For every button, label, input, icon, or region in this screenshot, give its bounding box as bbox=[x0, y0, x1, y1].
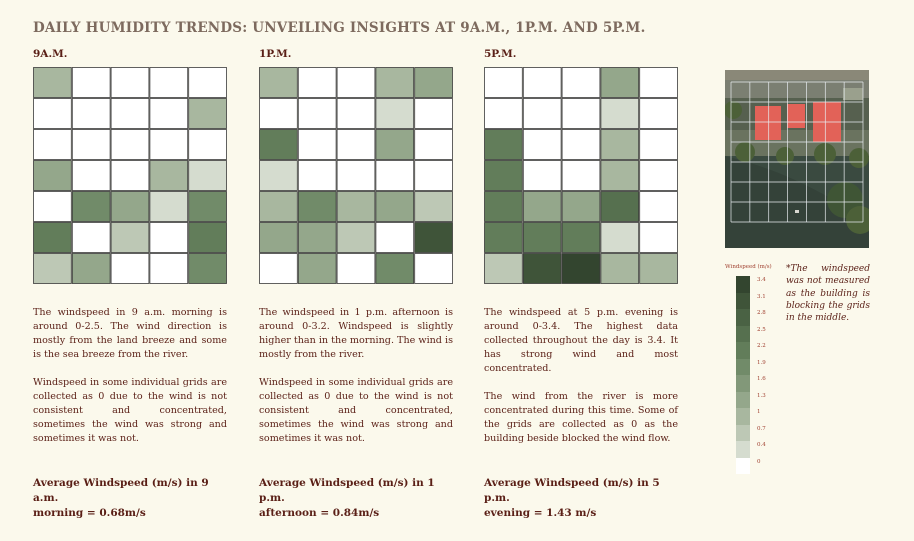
heatmap-cell bbox=[298, 192, 336, 222]
heatmap-cell bbox=[601, 99, 639, 129]
panel-label-1pm: 1P.M. bbox=[259, 48, 292, 60]
heatmap-cell bbox=[260, 161, 298, 191]
heatmap-cell bbox=[523, 130, 561, 160]
description-paragraph: The windspeed in 9 a.m. morning is around 0-2.5. The wind direction is mostly from the land breeze and some is the sea breeze from the river. bbox=[33, 307, 227, 360]
heatmap-cell bbox=[337, 130, 375, 160]
average-line: morning = 0.68m/s bbox=[33, 507, 146, 519]
heatmap-cell bbox=[298, 68, 336, 98]
legend-color-scale bbox=[736, 276, 750, 474]
heatmap-cell bbox=[601, 254, 639, 284]
heatmap-cell bbox=[562, 68, 600, 98]
heatmap-cell bbox=[34, 223, 72, 253]
heatmap-cell bbox=[72, 192, 110, 222]
heatmap-cell bbox=[415, 192, 453, 222]
heatmap-cell bbox=[376, 254, 414, 284]
heatmap-cell bbox=[376, 161, 414, 191]
heatmap-cell bbox=[640, 254, 678, 284]
heatmap-cell bbox=[337, 192, 375, 222]
heatmap-cell bbox=[111, 99, 149, 129]
heatmap-cell bbox=[111, 192, 149, 222]
legend-tick-label: 1.6 bbox=[757, 376, 766, 382]
legend-swatch bbox=[736, 375, 750, 392]
legend-tick-label: 2.5 bbox=[757, 326, 766, 333]
legend-tick-label: 3.4 bbox=[757, 277, 766, 283]
heatmap-cell bbox=[601, 192, 639, 222]
site-aerial-map bbox=[725, 70, 869, 248]
description-paragraph: Windspeed in some individual grids are collected as 0 due to the wind is not consistent and concentrated, sometimes the wind was strong and sometimes it was not. bbox=[33, 377, 227, 444]
heatmap-cell bbox=[298, 254, 336, 284]
heatmap-cell bbox=[485, 192, 523, 222]
heatmap-cell bbox=[189, 68, 227, 98]
legend-tick-label: 1.9 bbox=[757, 359, 766, 366]
heatmap-cell bbox=[523, 68, 561, 98]
heatmap-cell bbox=[189, 223, 227, 253]
heatmap-cell bbox=[150, 99, 188, 129]
legend-swatch bbox=[736, 359, 750, 376]
legend-swatch bbox=[736, 293, 750, 310]
heatmap-cell bbox=[298, 223, 336, 253]
heatmap-cell bbox=[34, 192, 72, 222]
heatmap-cell bbox=[189, 192, 227, 222]
heatmap-cell bbox=[260, 223, 298, 253]
heatmap-cell bbox=[111, 130, 149, 160]
heatmap-cell bbox=[337, 99, 375, 129]
heatmap-9am bbox=[33, 67, 227, 284]
heatmap-cell bbox=[298, 99, 336, 129]
heatmap-cell bbox=[260, 68, 298, 98]
heatmap-cell bbox=[562, 192, 600, 222]
heatmap-cell bbox=[34, 68, 72, 98]
heatmap-cell bbox=[601, 161, 639, 191]
legend-swatch bbox=[736, 392, 750, 409]
heatmap-cell bbox=[601, 223, 639, 253]
heatmap-1pm bbox=[259, 67, 453, 284]
average-9am bbox=[33, 476, 233, 521]
legend-tick-label: 3.1 bbox=[757, 293, 766, 300]
heatmap-cell bbox=[34, 130, 72, 160]
heatmap-cell bbox=[72, 254, 110, 284]
heatmap-cell bbox=[601, 68, 639, 98]
average-line: evening = 1.43 m/s bbox=[484, 507, 597, 519]
legend-swatch bbox=[736, 425, 750, 442]
average-line: afternoon = 0.84m/s bbox=[259, 507, 380, 519]
page-title: DAILY HUMIDITY TRENDS: UNVEILING INSIGHTS AT 9A.M., 1P.M. AND 5P.M. bbox=[33, 20, 646, 36]
heatmap-cell bbox=[640, 99, 678, 129]
heatmap-cell bbox=[111, 254, 149, 284]
heatmap-cell bbox=[34, 254, 72, 284]
heatmap-cell bbox=[415, 161, 453, 191]
legend-tick-label: 2.8 bbox=[757, 310, 766, 316]
heatmap-cell bbox=[376, 99, 414, 129]
description-paragraph: The windspeed in 1 p.m. afternoon is around 0-3.2. Windspeed is slightly higher than in the morning. The wind is mostly from the river. bbox=[259, 307, 453, 360]
heatmap-cell bbox=[640, 68, 678, 98]
heatmap-cell bbox=[562, 161, 600, 191]
heatmap-cell bbox=[523, 99, 561, 129]
heatmap-cell bbox=[189, 254, 227, 284]
average-1pm bbox=[259, 476, 459, 521]
heatmap-cell bbox=[34, 99, 72, 129]
heatmap-cell bbox=[111, 68, 149, 98]
average-line: Average Windspeed (m/s) in 1 p.m. bbox=[259, 477, 435, 504]
heatmap-cell bbox=[376, 130, 414, 160]
legend-swatch bbox=[736, 276, 750, 293]
heatmap-cell bbox=[111, 223, 149, 253]
heatmap-cell bbox=[415, 99, 453, 129]
heatmap-cell bbox=[337, 254, 375, 284]
legend-swatch bbox=[736, 458, 750, 475]
heatmap-cell bbox=[415, 254, 453, 284]
heatmap-cell bbox=[562, 130, 600, 160]
heatmap-cell bbox=[150, 130, 188, 160]
heatmap-cell bbox=[337, 161, 375, 191]
heatmap-5pm bbox=[484, 67, 678, 284]
heatmap-cell bbox=[562, 223, 600, 253]
heatmap-cell bbox=[260, 254, 298, 284]
legend-title: Windspeed (m/s) bbox=[725, 264, 772, 270]
note-text: *The windspeed was not measured as the building is blocking the grids in the middle. bbox=[786, 264, 870, 324]
heatmap-cell bbox=[523, 161, 561, 191]
heatmap-cell bbox=[72, 68, 110, 98]
description-5pm bbox=[484, 306, 678, 460]
legend-swatch bbox=[736, 342, 750, 359]
heatmap-cell bbox=[485, 68, 523, 98]
heatmap-cell bbox=[111, 161, 149, 191]
heatmap-cell bbox=[72, 130, 110, 160]
heatmap-cell bbox=[298, 161, 336, 191]
heatmap-cell bbox=[485, 254, 523, 284]
heatmap-cell bbox=[189, 99, 227, 129]
heatmap-cell bbox=[640, 223, 678, 253]
legend-tick-label: 0.7 bbox=[757, 425, 766, 432]
heatmap-cell bbox=[260, 130, 298, 160]
heatmap-cell bbox=[415, 130, 453, 160]
heatmap-cell bbox=[376, 192, 414, 222]
heatmap-cell bbox=[562, 254, 600, 284]
heatmap-cell bbox=[337, 223, 375, 253]
heatmap-cell bbox=[523, 192, 561, 222]
average-line: Average Windspeed (m/s) in 5 p.m. bbox=[484, 477, 660, 504]
legend-tick-label: 2.2 bbox=[757, 343, 766, 349]
heatmap-cell bbox=[72, 161, 110, 191]
legend-tick-label: 0 bbox=[757, 458, 761, 465]
heatmap-cell bbox=[523, 223, 561, 253]
description-9am bbox=[33, 306, 227, 460]
heatmap-cell bbox=[150, 68, 188, 98]
heatmap-cell bbox=[485, 130, 523, 160]
heatmap-cell bbox=[150, 223, 188, 253]
heatmap-cell bbox=[640, 192, 678, 222]
heatmap-cell bbox=[260, 192, 298, 222]
description-paragraph: The windspeed at 5 p.m. evening is around 0-3.4. The highest data collected throughout the day is 3.4. It has strong wind and most concentrated. bbox=[484, 307, 678, 374]
heatmap-cell bbox=[189, 161, 227, 191]
heatmap-cell bbox=[415, 223, 453, 253]
heatmap-cell bbox=[485, 223, 523, 253]
heatmap-cell bbox=[376, 68, 414, 98]
legend-tick-label: 0.4 bbox=[757, 442, 766, 448]
heatmap-cell bbox=[189, 130, 227, 160]
heatmap-cell bbox=[260, 99, 298, 129]
legend-tick-label: 1.3 bbox=[757, 392, 766, 399]
heatmap-cell bbox=[337, 68, 375, 98]
heatmap-cell bbox=[485, 161, 523, 191]
heatmap-cell bbox=[72, 223, 110, 253]
description-paragraph: The wind from the river is more concentrated during this time. Some of the grids are collected as 0 as the building beside blocked the wind flow. bbox=[484, 391, 678, 444]
description-1pm bbox=[259, 306, 453, 460]
heatmap-cell bbox=[562, 99, 600, 129]
average-line: Average Windspeed (m/s) in 9 a.m. bbox=[33, 477, 209, 504]
heatmap-cell bbox=[640, 161, 678, 191]
heatmap-cell bbox=[150, 192, 188, 222]
heatmap-cell bbox=[640, 130, 678, 160]
legend-swatch bbox=[736, 309, 750, 326]
average-5pm bbox=[484, 476, 684, 521]
legend-swatch bbox=[736, 408, 750, 425]
legend-swatch bbox=[736, 326, 750, 343]
panel-label-5pm: 5P.M. bbox=[484, 48, 517, 60]
legend-swatch bbox=[736, 441, 750, 458]
heatmap-cell bbox=[415, 68, 453, 98]
panel-label-9am: 9A.M. bbox=[33, 48, 68, 60]
heatmap-cell bbox=[150, 161, 188, 191]
heatmap-cell bbox=[485, 99, 523, 129]
heatmap-cell bbox=[150, 254, 188, 284]
description-paragraph: Windspeed in some individual grids are collected as 0 due to the wind is not consistent and concentrated, sometimes the wind was strong and sometimes it was not. bbox=[259, 377, 453, 444]
heatmap-cell bbox=[601, 130, 639, 160]
heatmap-cell bbox=[523, 254, 561, 284]
heatmap-cell bbox=[72, 99, 110, 129]
heatmap-cell bbox=[298, 130, 336, 160]
heatmap-cell bbox=[34, 161, 72, 191]
heatmap-cell bbox=[376, 223, 414, 253]
legend-tick-label: 1 bbox=[757, 409, 761, 415]
